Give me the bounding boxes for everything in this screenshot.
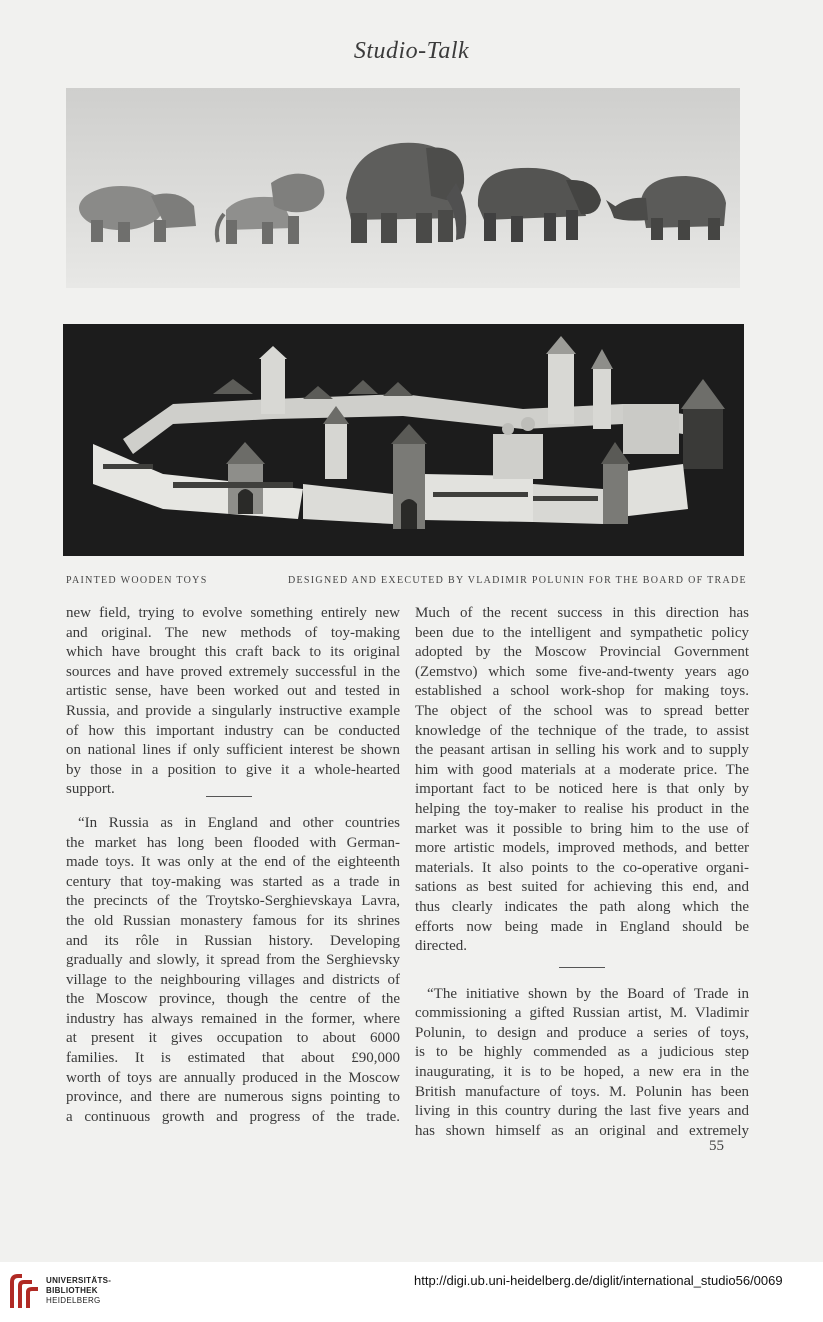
text-line: important fact to be noticed here is that only by [415,781,749,798]
text-line: thus clearly indicates the path along which the [415,898,749,915]
text-line: support. [66,781,115,798]
text-line: him with good materials at a moderate price. The [415,761,749,778]
text-line: century that toy-making was started as a trade in [66,873,400,890]
text-line: the Moscow province, though the centre of the [66,991,400,1008]
running-head: Studio-Talk [353,38,470,64]
footer-bar [0,1262,823,1322]
text-line: living in this country during the last five years and [415,1103,749,1120]
text-line: sources and have proved extremely successful in the [66,663,400,680]
right-paragraph-1 [415,604,749,957]
text-line: is to be highly commended as a judicious step [415,1044,749,1061]
photo-caption-right: DESIGNED AND EXECUTED BY VLADIMIR POLUNIN FOR THE BOARD OF TRADE [288,575,747,586]
text-line: on national lines if only sufficient interest be shown [66,742,400,759]
right-paragraph-2 [415,985,749,1142]
text-line: efforts now being made in England should be [415,918,749,935]
text-line: (Zemstvo) which some five-and-twenty years ago [415,663,749,680]
text-line: the peasant artisan in selling his work and to supply [415,742,749,759]
text-line: and its rôle in Russian history. Developing [66,932,400,949]
page-number: 55 [709,1138,724,1154]
text-line: adopted by the Moscow Provincial Government [415,644,749,661]
left-paragraph-1 [66,604,400,800]
text-line: families. It is estimated that about £90,000 [66,1050,400,1067]
text-line: been due to the intelligent and sympathetic policy [415,624,749,641]
text-line: Much of the recent success in this direction has [415,605,749,621]
text-line: commissioning a gifted Russian artist, M. Vladimir [415,1005,749,1022]
logo-text-line-1: UNIVERSITÄTS- [46,1276,112,1285]
text-line: “The initiative shown by the Board of Trade in [427,985,749,1002]
left-column [66,604,400,1127]
text-line: which have brought this craft back to its original [66,644,400,661]
logo-text-line-3: HEIDELBERG [46,1296,101,1305]
text-line: market was it possible to bring him to the use of [415,820,749,837]
text-line: artistic sense, have been worked out and tested in [66,683,400,700]
text-line: British manufacture of toys. M. Polunin has been [415,1083,749,1100]
text-line: materials. It also points to the co-operative organi- [415,859,749,876]
text-line: and original. The new methods of toy-making [66,624,400,641]
text-line: industry has always remained in the former, where [66,1010,400,1027]
text-line: gradually and slowly, it spread from the Serghievsky [66,952,400,969]
section-rule [206,796,252,797]
text-line: made toys. It was only at the end of the eighteenth [66,854,400,871]
logo-text-line-2: BIBLIOTHEK [46,1286,98,1295]
text-line: Polunin, to design and produce a series of toys, [415,1024,749,1041]
text-line: new field, trying to evolve something entirely new [66,605,400,621]
text-line: “In Russia as in England and other countries [78,814,400,831]
university-library-logo-icon [8,1272,40,1312]
text-line: inaugurating, it is to be hoped, a new era in the [415,1064,749,1081]
text-line: the old Russian monastery famous for its shrines [66,912,400,929]
text-line: village to the neighbouring villages and districts of [66,971,400,988]
text-line: knowledge of the technique of the trade, to assist [415,722,749,739]
text-line: province, and there are numerous signs pointing to [66,1089,400,1106]
section-rule [559,967,605,968]
text-line: established a school work-shop for making toys. [415,683,749,700]
photo-caption-left: PAINTED WOODEN TOYS [66,575,208,586]
text-line: of how this important industry can be conducted [66,722,400,739]
text-line: by those in a position to give it a whole-hearted [66,761,400,778]
right-column [415,604,749,1141]
text-line: Russia, and provide a singularly instructive example [66,702,400,719]
text-line: The object of the school was to spread better [415,702,749,719]
animal-toys-photo [66,88,740,288]
text-line: more artistic models, improved methods, and better [415,840,749,857]
text-line: the market has long been flooded with German- [66,834,400,851]
text-line: worth of toys are annually produced in the Moscow [66,1069,400,1086]
text-line: sations as best suited for achieving this end, and [415,879,749,896]
text-line: helping the toy-maker to realise his product in the [415,800,749,817]
text-line: has shown himself as an original and extremely [415,1122,749,1139]
kremlin-toy-photo [63,324,744,556]
text-line: a continuous growth and progress of the trade. [66,1108,400,1125]
text-line: at present it gives occupation to about 6000 [66,1030,400,1047]
left-paragraph-2 [66,814,400,1128]
text-line: the precincts of the Troytsko-Serghievskaya Lavra, [66,893,400,910]
source-url-link[interactable]: http://digi.ub.uni-heidelberg.de/diglit/international_studio56/0069 [414,1273,783,1288]
text-line: directed. [415,938,468,955]
